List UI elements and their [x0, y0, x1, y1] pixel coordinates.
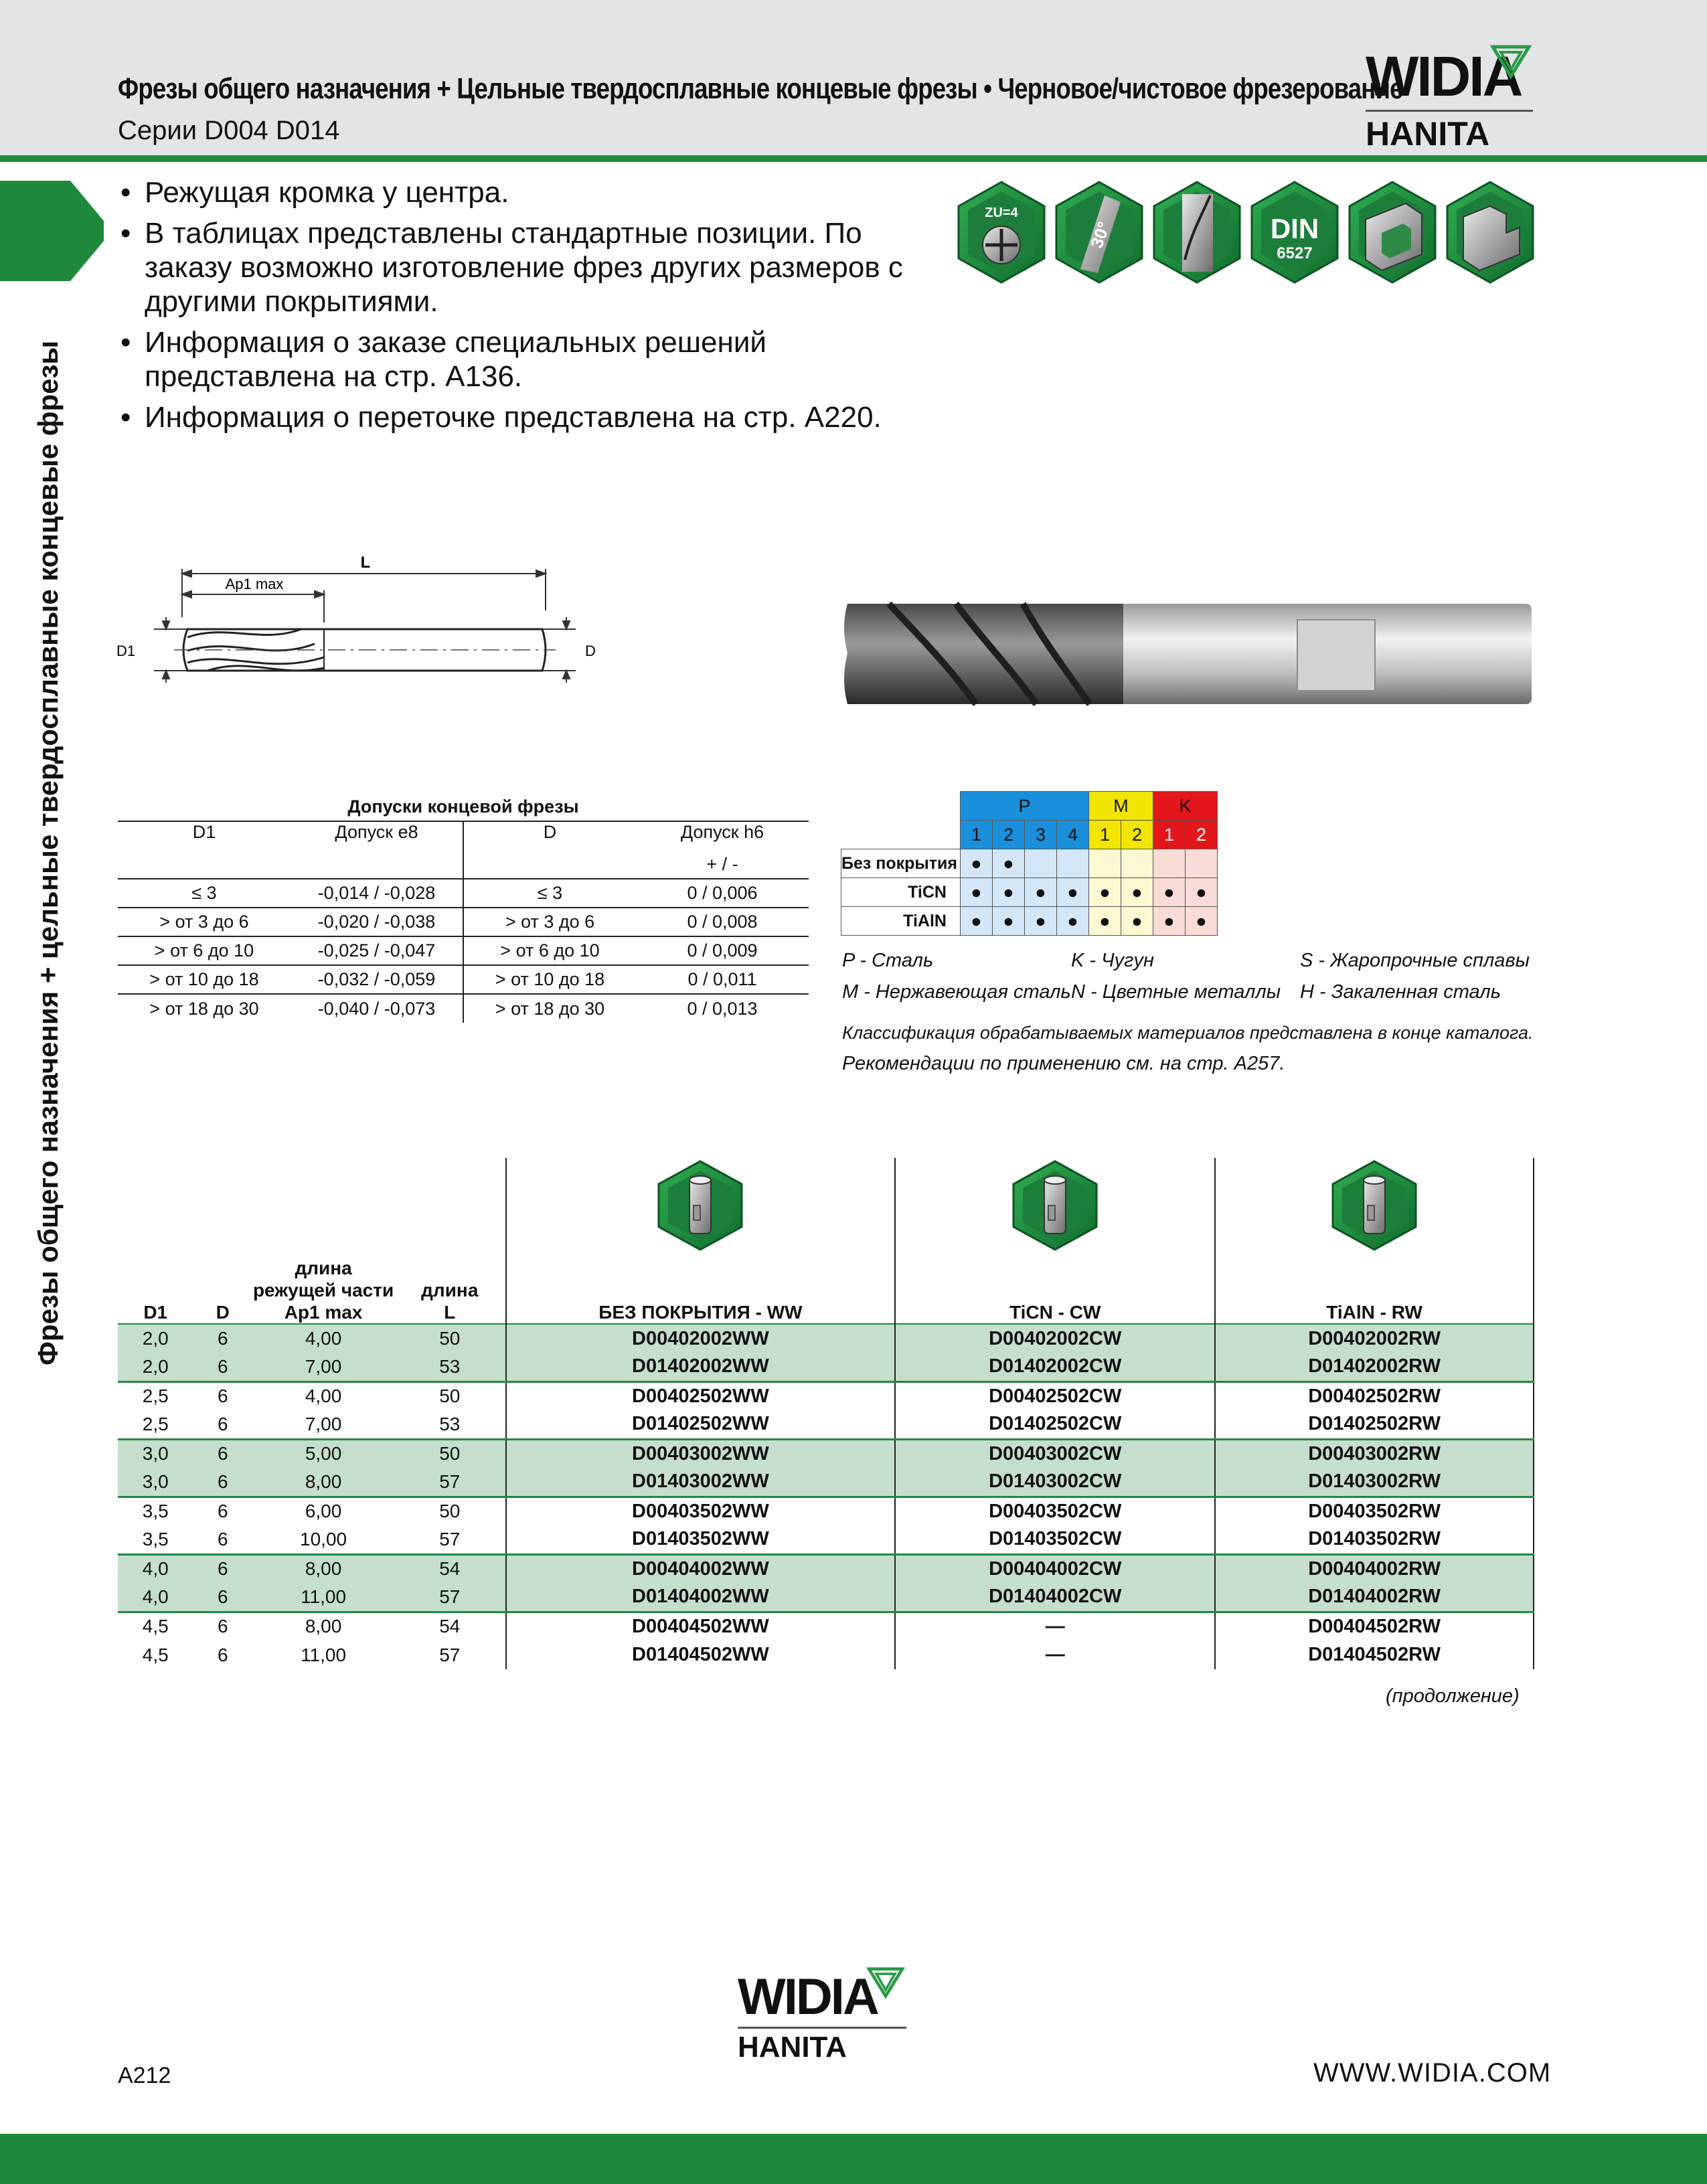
table-row [118, 1410, 1534, 1439]
product-code: D00403002WW [506, 1439, 896, 1468]
legend-item: H - Закаленная сталь [1300, 981, 1501, 1003]
product-dimension: 50 [439, 1501, 461, 1522]
tolerance-table [118, 821, 809, 1023]
bullet-item: • Информация о заказе специальных решений представлена на стр. A136. [120, 325, 957, 394]
product-code: D01403002CW [895, 1468, 1215, 1497]
product-dimension: 5,00 [252, 1439, 394, 1468]
tol-cell: > от 18 до 30 [149, 998, 259, 1019]
legend-item: P - Сталь [842, 950, 934, 971]
drawing-label-L: L [360, 554, 371, 572]
dot-cell: ● [1185, 878, 1217, 907]
product-code: D01402002RW [1215, 1353, 1534, 1381]
tol-cell: 0 / 0,008 [687, 912, 758, 932]
product-dimension: 6,00 [305, 1501, 342, 1522]
product-code: D01402002CW [895, 1353, 1215, 1381]
logo-hanita-text: HANITA [1366, 115, 1490, 153]
center-cutting-icon [1154, 182, 1240, 282]
slot-milling-icon [1350, 182, 1435, 282]
dot-cell: ● [1185, 907, 1217, 936]
product-code: D01403002RW [1215, 1468, 1534, 1497]
product-code: D00404002CW [895, 1554, 1215, 1583]
dot-cell: ● [1024, 878, 1056, 907]
material-sub-row [841, 821, 1218, 849]
sub-cell: 1 [1088, 821, 1121, 849]
product-dimension: 54 [439, 1616, 461, 1637]
product-dimension: 50 [439, 1385, 461, 1407]
tol-cell: > от 10 до 18 [149, 969, 259, 989]
header-logo [1366, 45, 1533, 153]
dot-cell [1185, 849, 1217, 878]
table-row [118, 1439, 1534, 1468]
product-code: D00403002CW [895, 1439, 1215, 1468]
dot-cell: ● [960, 907, 992, 936]
table-row [118, 1353, 1534, 1381]
dot-cell: ● [1056, 907, 1088, 936]
uncoated-icon-cell [506, 1158, 896, 1257]
tol-cell: -0,025 / -0,047 [317, 940, 436, 960]
tol-header-e8: Допуск e8 [335, 822, 418, 842]
product-code: D00404002RW [1215, 1554, 1534, 1583]
tialn-icon-cell [1215, 1158, 1534, 1257]
table-row [118, 1612, 1534, 1641]
product-body [118, 1324, 1534, 1669]
dot-cell [1121, 849, 1153, 878]
product-dimension: 2,0 [118, 1353, 193, 1381]
group-p: P [960, 792, 1088, 821]
bullet-item: • В таблицах представлены стандартные позиции. По заказу возможно изготовление фрез других размеров с другими покрытиями. [120, 216, 957, 319]
product-code: D00402002CW [895, 1324, 1215, 1353]
header-l-line: L [444, 1302, 456, 1323]
dot-cell: ● [992, 907, 1024, 936]
product-dimension: 6 [193, 1468, 252, 1497]
footer-widia-v-logo-icon [866, 1966, 905, 1999]
product-dimension: 8,00 [252, 1554, 394, 1583]
material-row [841, 849, 1218, 878]
product-code: D00402502CW [895, 1381, 1215, 1410]
product-dimension: 10,00 [300, 1528, 347, 1549]
legend-item: K - Чугун [1071, 950, 1154, 971]
product-dimension: 7,00 [252, 1353, 394, 1381]
product-code: D00403502RW [1215, 1497, 1534, 1525]
header-tialn: TiAlN - RW [1215, 1257, 1534, 1324]
tol-cell: 0 / 0,011 [687, 969, 757, 989]
product-dimension: 6 [193, 1439, 252, 1468]
tol-cell: > от 10 до 18 [463, 965, 636, 994]
table-row [118, 936, 809, 965]
din-standard-icon [1252, 182, 1337, 282]
sub-cell: 1 [1153, 821, 1185, 849]
header-ap1 [252, 1257, 394, 1324]
table-row [118, 1641, 1534, 1669]
recommendation-note: Рекомендации по применению см. на стр. A257. [842, 1053, 1285, 1074]
header-uncoated: БЕЗ ПОКРЫТИЯ - WW [506, 1257, 896, 1324]
drawing-label-d1: D1 [116, 643, 136, 659]
product-dimension: 50 [394, 1324, 506, 1353]
tolerance-subheader-row [118, 850, 809, 879]
bullet-item: • Режущая кромка у центра. [120, 175, 957, 209]
header-l [394, 1257, 506, 1324]
dot-cell: ● [960, 878, 992, 907]
end-mill-photo [842, 600, 1538, 713]
tol-cell: 0 / 0,013 [687, 998, 758, 1019]
uncoated-tool-icon [653, 1159, 747, 1252]
dot-cell: ● [1056, 878, 1088, 907]
drawing-label-d: D [585, 643, 596, 659]
tol-cell: > от 3 до 6 [159, 912, 249, 932]
product-table [118, 1158, 1534, 1669]
product-dimension: 6 [193, 1554, 252, 1583]
product-dimension: 54 [394, 1554, 506, 1583]
material-row [841, 907, 1218, 936]
product-dimension: 53 [394, 1353, 506, 1381]
sub-cell: 2 [992, 821, 1024, 849]
dot-cell [1056, 849, 1088, 878]
tol-cell: > от 3 до 6 [463, 908, 636, 936]
dot-cell [1024, 849, 1056, 878]
table-row [118, 994, 809, 1023]
table-row [118, 1583, 1534, 1612]
din-label: DIN [1270, 213, 1319, 244]
product-header-row [118, 1257, 1534, 1324]
header-ticn: TiCN - CW [895, 1257, 1215, 1324]
product-code: D00404002WW [506, 1554, 896, 1583]
product-code: D00403002RW [1215, 1439, 1534, 1468]
shoulder-milling-icon [1447, 182, 1533, 282]
tol-cell: 0 / 0,006 [687, 883, 758, 903]
tol-header-d: D [463, 821, 636, 850]
product-dimension: 6 [217, 1385, 228, 1407]
header-divider [0, 155, 1707, 162]
table-row [118, 1381, 1534, 1410]
end-mill-drawing [114, 543, 609, 697]
product-dimension: 6 [193, 1583, 252, 1612]
coating-label: TiCN [841, 878, 961, 907]
product-code: D01403502CW [895, 1525, 1215, 1554]
series-subtitle: Серии D004 D014 [118, 116, 340, 145]
dot-cell: ● [992, 878, 1024, 907]
dot-cell: ● [1121, 907, 1153, 936]
table-row [118, 1554, 1534, 1583]
table-row [118, 1468, 1534, 1497]
header-d: D [216, 1302, 230, 1323]
classification-note: Классификация обрабатываемых материалов представлена в конце каталога. [842, 1023, 1534, 1043]
product-code: D01403502RW [1215, 1525, 1534, 1554]
product-code: D01403002WW [506, 1468, 896, 1497]
material-legend [842, 945, 1529, 1008]
sub-cell: 2 [1185, 821, 1217, 849]
sub-cell: 1 [960, 821, 992, 849]
tolerance-caption: Допуски концевой фрезы [347, 796, 579, 817]
product-dimension: 3,5 [142, 1528, 169, 1549]
footer-logo-rule [738, 2027, 906, 2029]
product-dimension: 6 [217, 1501, 228, 1522]
tol-header-h6: Допуск h6 [680, 822, 764, 842]
page-title: Фрезы общего назначения + Цельные твердосплавные концевые фрезы • Черновое/чистовое фрезерование [118, 72, 1403, 105]
product-code: D00404502WW [506, 1612, 896, 1641]
product-dimension: 57 [394, 1583, 506, 1612]
tol-cell: ≤ 3 [191, 883, 217, 903]
tol-cell: ≤ 3 [463, 879, 636, 908]
footer-bar [0, 2134, 1707, 2184]
table-row [118, 879, 809, 908]
product-code: D01402502RW [1215, 1410, 1534, 1439]
product-dimension: 6 [193, 1324, 252, 1353]
product-code: D00403502CW [895, 1497, 1215, 1525]
dot-cell: ● [960, 849, 992, 878]
product-code: D01402502CW [895, 1410, 1215, 1439]
product-code: — [895, 1612, 1215, 1641]
flutes-label: ZU=4 [985, 205, 1018, 220]
dot-cell: ● [992, 849, 1024, 878]
product-code: D01403502WW [506, 1525, 896, 1554]
drawing-label-ap1: Ap1 max [225, 576, 284, 592]
header-ap1-line: Ap1 max [284, 1302, 363, 1323]
dot-cell [1153, 849, 1185, 878]
product-dimension: 4,00 [305, 1385, 342, 1407]
legend-item: M - Нержавеющая сталь [842, 981, 1071, 1003]
sub-cell: 4 [1056, 821, 1088, 849]
product-dimension: 4,0 [118, 1583, 193, 1612]
product-dimension: 2,5 [142, 1413, 169, 1434]
coating-label: TiAlN [841, 907, 961, 936]
material-row [841, 878, 1218, 907]
tol-cell: -0,032 / -0,059 [317, 969, 436, 989]
table-row [118, 1324, 1534, 1353]
product-dimension: 57 [439, 1644, 461, 1665]
tol-header-d1: D1 [192, 822, 216, 842]
product-code: D01404502RW [1215, 1641, 1534, 1669]
flutes-icon [959, 182, 1044, 282]
product-code: D00402002RW [1215, 1324, 1534, 1353]
product-code: D00403502WW [506, 1497, 896, 1525]
product-dimension: 57 [439, 1528, 461, 1549]
tol-cell: 0 / 0,009 [687, 940, 758, 960]
product-icons-row [118, 1158, 1534, 1257]
header-ap1-line: режущей части [252, 1280, 394, 1300]
legend-item: N - Цветные металлы [1071, 981, 1281, 1003]
group-m: M [1088, 792, 1153, 821]
product-dimension: 8,00 [305, 1616, 342, 1637]
product-dimension: 6 [193, 1353, 252, 1381]
material-note [842, 1017, 1534, 1079]
tol-cell: -0,020 / -0,038 [317, 912, 436, 932]
footer-logo [738, 1968, 906, 2064]
coating-label: Без покрытия [841, 849, 961, 878]
product-code: D01402002WW [506, 1353, 896, 1381]
product-dimension: 57 [394, 1468, 506, 1497]
product-dimension: 50 [394, 1439, 506, 1468]
din-number: 6527 [1277, 244, 1313, 262]
dot-cell: ● [1153, 878, 1185, 907]
feature-bullets [120, 175, 957, 441]
material-grid [841, 791, 1218, 936]
dot-cell: ● [1121, 878, 1153, 907]
header-ap1-line: длина [295, 1258, 352, 1278]
product-dimension: 6 [217, 1413, 228, 1434]
continued-note: (продолжение) [1386, 1685, 1520, 1707]
tol-cell: -0,040 / -0,073 [317, 998, 436, 1019]
product-code: D00402502RW [1215, 1381, 1534, 1410]
product-dimension: 2,0 [118, 1324, 193, 1353]
feature-icons [956, 179, 1545, 286]
section-tab [0, 181, 104, 281]
bullet-item: • Информация о переточке представлена на стр. A220. [120, 400, 957, 434]
dot-cell: ● [1088, 878, 1121, 907]
dot-cell: ● [1024, 907, 1056, 936]
product-dimension: 4,00 [252, 1324, 394, 1353]
helix-label: 30° [1086, 219, 1115, 251]
product-code: D01404502WW [506, 1641, 896, 1669]
tol-cell: > от 6 до 10 [154, 940, 254, 960]
table-row [118, 908, 809, 936]
table-row [118, 965, 809, 994]
product-dimension: 3,0 [118, 1468, 193, 1497]
ticn-tool-icon [1008, 1159, 1102, 1252]
product-dimension: 4,5 [142, 1644, 169, 1665]
product-code: — [895, 1641, 1215, 1669]
side-section-label: Фрезы общего назначения + цельные твердосплавные концевые фрезы [32, 340, 64, 1365]
product-dimension: 6 [217, 1644, 228, 1665]
dot-cell [1088, 849, 1121, 878]
material-group-row [841, 792, 1218, 821]
table-row [118, 1525, 1534, 1554]
product-code: D00402502WW [506, 1381, 896, 1410]
product-code: D01402502WW [506, 1410, 896, 1439]
product-dimension: 2,5 [142, 1385, 169, 1407]
product-dimension: 4,0 [118, 1554, 193, 1583]
legend-item: S - Жаропрочные сплавы [1300, 950, 1530, 971]
sub-cell: 2 [1121, 821, 1153, 849]
footer-logo-hanita: HANITA [738, 2031, 847, 2064]
product-dimension: 11,00 [252, 1583, 394, 1612]
product-dimension: 4,5 [142, 1616, 169, 1637]
dot-cell: ● [1153, 907, 1185, 936]
ticn-icon-cell [895, 1158, 1215, 1257]
product-dimension: 3,5 [142, 1501, 169, 1522]
tialn-tool-icon [1327, 1159, 1421, 1252]
product-code: D01404002CW [895, 1583, 1215, 1612]
product-dimension: 7,00 [305, 1413, 342, 1434]
product-code: D00404502RW [1215, 1612, 1534, 1641]
product-dimension: 6 [217, 1528, 228, 1549]
product-dimension: 53 [439, 1413, 461, 1434]
tol-header-h6-sub: + / - [706, 853, 738, 874]
tol-cell: > от 18 до 30 [463, 994, 636, 1023]
page-number: A212 [118, 2063, 171, 2088]
product-dimension: 8,00 [252, 1468, 394, 1497]
product-dimension: 11,00 [301, 1644, 347, 1665]
widia-v-logo-icon [1490, 44, 1532, 79]
tol-cell: -0,014 / -0,028 [317, 883, 436, 903]
product-code: D01404002RW [1215, 1583, 1534, 1612]
logo-widia-text: WIDIA [1366, 45, 1522, 108]
table-row [118, 1497, 1534, 1525]
footer-logo-widia: WIDIA [738, 1968, 878, 2025]
product-code: D00402002WW [506, 1324, 896, 1353]
logo-rule [1366, 110, 1533, 112]
product-dimension: 6 [217, 1616, 228, 1637]
tol-cell: > от 6 до 10 [463, 936, 636, 965]
dot-cell: ● [1088, 907, 1121, 936]
header-l-line: длина [421, 1280, 479, 1300]
product-code: D01404002WW [506, 1583, 896, 1612]
helix-angle-icon [1056, 182, 1142, 282]
group-k: K [1153, 792, 1217, 821]
sub-cell: 3 [1024, 821, 1056, 849]
header-d1: D1 [143, 1302, 168, 1323]
website-link[interactable]: WWW.WIDIA.COM [1313, 2058, 1552, 2088]
tolerance-header-row [118, 821, 809, 850]
product-dimension: 3,0 [118, 1439, 193, 1468]
